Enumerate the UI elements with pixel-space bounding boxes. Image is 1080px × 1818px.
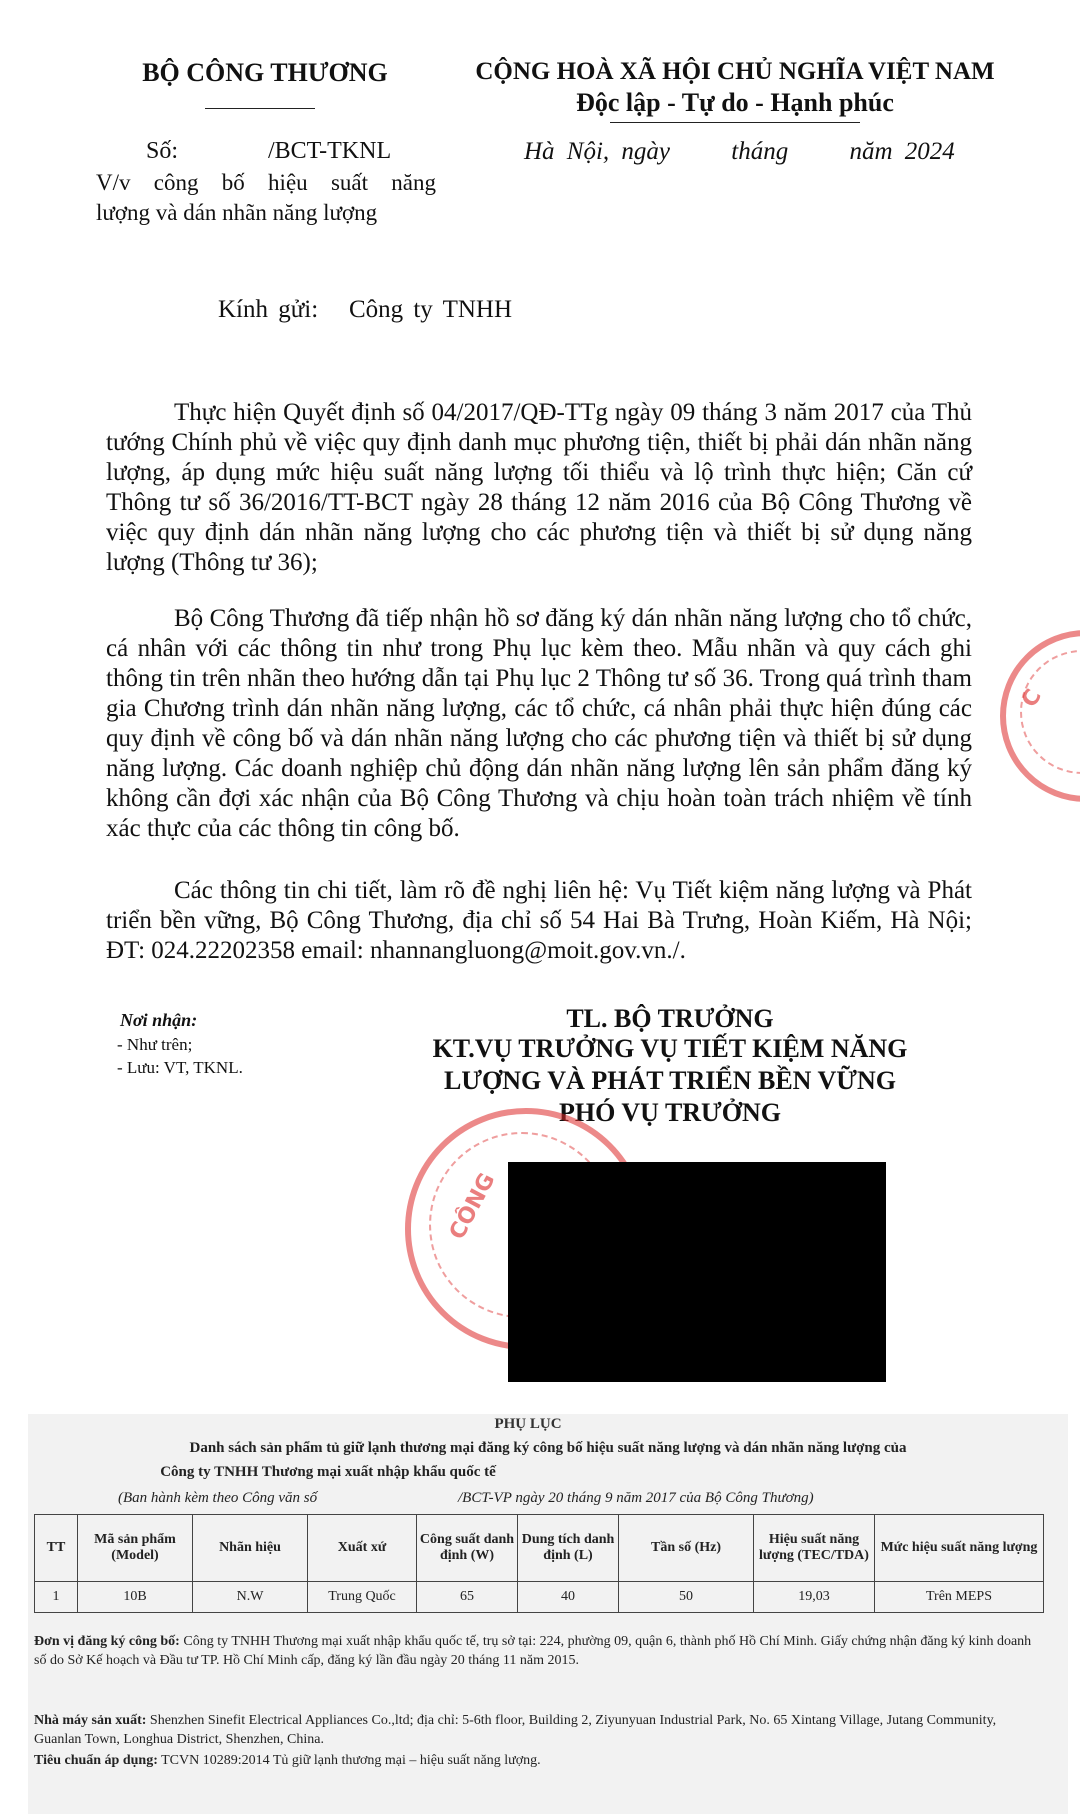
table-cell: N.W [193, 1582, 308, 1613]
annex-note-text: Shenzhen Sinefit Electrical Appliances Co.,ltd; địa chỉ: 5-6th floor, Building 2, Ziyunyuan Industrial Park, No. 65 Xintang Village, Jutang Community, Guanlan Town, Longhua District, Shenzhen, China. [34, 1713, 997, 1747]
column-header: Tần số (Hz) [619, 1515, 754, 1582]
signature-line-3: LƯỢNG VÀ PHÁT TRIỂN BỀN VỮNG [444, 1066, 896, 1095]
annex-subheading-b: /BCT-VP ngày 20 tháng 9 năm 2017 của Bộ Công Thương) [458, 1490, 814, 1506]
recipients-title: Nơi nhận: [120, 1010, 198, 1030]
annex-note-text: TCVN 10289:2014 Tủ giữ lạnh thương mại – hiệu suất năng lượng. [161, 1753, 541, 1768]
column-header: Mã sản phẩm (Model) [78, 1515, 193, 1582]
signature-line-1: TL. BỘ TRƯỞNG [566, 1004, 774, 1033]
body-paragraph-1-text: Thực hiện Quyết định số 04/2017/QĐ-TTg ngày 09 tháng 3 năm 2017 của Thủ tướng Chính phủ về việc quy định danh mục phương tiện, thiết bị phải dán nhãn năng lượng, áp dụng mức hiệu suất năng lượng tối thiểu và lộ trình thực hiện; Căn cứ Thông tư số 36/2016/TT-BCT ngày 28 tháng 12 năm 2016 của Bộ Công Thương về việc quy định dán nhãn năng lượng cho các phương tiện và thiết bị sử dụng năng lượng (Thông tư 36); [106, 399, 972, 576]
table-cell: 10B [78, 1582, 193, 1613]
column-header: TT [35, 1515, 78, 1582]
table-cell: 40 [518, 1582, 619, 1613]
annex-subheading-a: (Ban hành kèm theo Công văn số [118, 1490, 318, 1506]
table-header-row [35, 1515, 1044, 1582]
stamp-lettering: CÔNG [444, 1169, 501, 1244]
body-paragraph-1 [106, 398, 972, 578]
recipient: Kính gửi: Công ty TNHH [218, 296, 513, 323]
annex-note-registrant [34, 1632, 1044, 1670]
table-cell: Trung Quốc [308, 1582, 417, 1613]
subject-line-2: lượng và dán nhãn năng lượng [96, 200, 378, 225]
body-paragraph-3-text: Các thông tin chi tiết, làm rõ đề nghị liên hệ: Vụ Tiết kiệm năng lượng và Phát triển bền vững, Bộ Công Thương, địa chỉ số 54 Hai Bà Trưng, Hoàn Kiếm, Hà Nội; ĐT: 024.22202358 email: nhannangluong@moit.gov.vn./. [106, 877, 972, 964]
annex-heading-1: Danh sách sản phẩm tủ giữ lạnh thương mại đăng ký công bố hiệu suất năng lượng và dán nhãn năng lượng của [189, 1440, 907, 1456]
table-cell: 1 [35, 1582, 78, 1613]
column-header: Dung tích danh định (L) [518, 1515, 619, 1582]
annex-table [34, 1514, 1044, 1613]
table-cell: 65 [417, 1582, 518, 1613]
annex-note-label: Tiêu chuẩn áp dụng: [34, 1753, 158, 1768]
document-number-label: Số: [146, 138, 179, 164]
column-header: Nhãn hiệu [193, 1515, 308, 1582]
recipients-item: - Như trên; [117, 1035, 193, 1054]
body-paragraph-2 [106, 604, 972, 844]
annex-note-factory [34, 1711, 1044, 1749]
ministry-underline [205, 108, 315, 109]
signature-line-2: KT.VỤ TRƯỞNG VỤ TIẾT KIỆM NĂNG [432, 1034, 908, 1063]
ministry-name: BỘ CÔNG THƯƠNG [142, 58, 388, 87]
subject-line-1: V/v công bố hiệu suất năng [96, 170, 436, 195]
annex-title: PHỤ LỤC [494, 1416, 562, 1432]
table-row [35, 1582, 1044, 1613]
motto-underline [610, 122, 860, 123]
document-number: /BCT-TKNL [268, 138, 392, 164]
annex-heading-2: Công ty TNHH Thương mại xuất nhập khẩu quốc tế [160, 1464, 496, 1480]
table-cell: 50 [619, 1582, 754, 1613]
signature-line-4: PHÓ VỤ TRƯỞNG [559, 1098, 781, 1127]
redacted-signature [508, 1162, 886, 1382]
annex-note-standard [34, 1751, 1044, 1770]
republic-title: CỘNG HOÀ XÃ HỘI CHỦ NGHĨA VIỆT NAM [475, 58, 995, 85]
red-stamp-right: C [1000, 630, 1080, 802]
recipients-item: - Lưu: VT, TKNL. [117, 1058, 243, 1077]
column-header: Công suất danh định (W) [417, 1515, 518, 1582]
table-cell: 19,03 [754, 1582, 875, 1613]
table-cell: Trên MEPS [875, 1582, 1044, 1613]
column-header: Xuất xứ [308, 1515, 417, 1582]
document-date: Hà Nội, ngày tháng năm 2024 [524, 138, 955, 165]
annex-note-text: Công ty TNHH Thương mại xuất nhập khẩu quốc tế, trụ sở tại: 224, phường 09, quận 6, thành phố Hồ Chí Minh. Giấy chứng nhận đăng ký kinh doanh số do Sở Kế hoạch và Đầu tư TP. Hồ Chí Minh cấp, đăng ký lần đầu ngày 20 tháng 11 năm 2015. [34, 1634, 1032, 1668]
column-header: Hiệu suất năng lượng (TEC/TDA) [754, 1515, 875, 1582]
body-paragraph-3 [106, 876, 972, 966]
annex-note-label: Đơn vị đăng ký công bố: [34, 1634, 180, 1649]
motto: Độc lập - Tự do - Hạnh phúc [576, 88, 894, 117]
annex-note-label: Nhà máy sản xuất: [34, 1713, 147, 1728]
body-paragraph-2-text: Bộ Công Thương đã tiếp nhận hồ sơ đăng ký dán nhãn năng lượng cho tổ chức, cá nhân với các thông tin như trong Phụ lục kèm theo. Mẫu nhãn và quy cách ghi thông tin trên nhãn theo hướng dẫn tại Phụ lục 2 Thông tư số 36. Trong quá trình tham gia Chương trình dán nhãn năng lượng, các tổ chức, cá nhân phải thực hiện đúng các quy định về công bố và dán nhãn năng lượng cho các phương tiện và thiết bị sử dụng năng lượng. Các doanh nghiệp chủ động dán nhãn năng lượng lên sản phẩm đăng ký không cần đợi xác nhận của Bộ Công Thương và chịu hoàn toàn trách nhiệm về tính xác thực của các thông tin công bố. [106, 605, 972, 842]
annex-section [28, 1414, 1068, 1814]
column-header: Mức hiệu suất năng lượng [875, 1515, 1044, 1582]
